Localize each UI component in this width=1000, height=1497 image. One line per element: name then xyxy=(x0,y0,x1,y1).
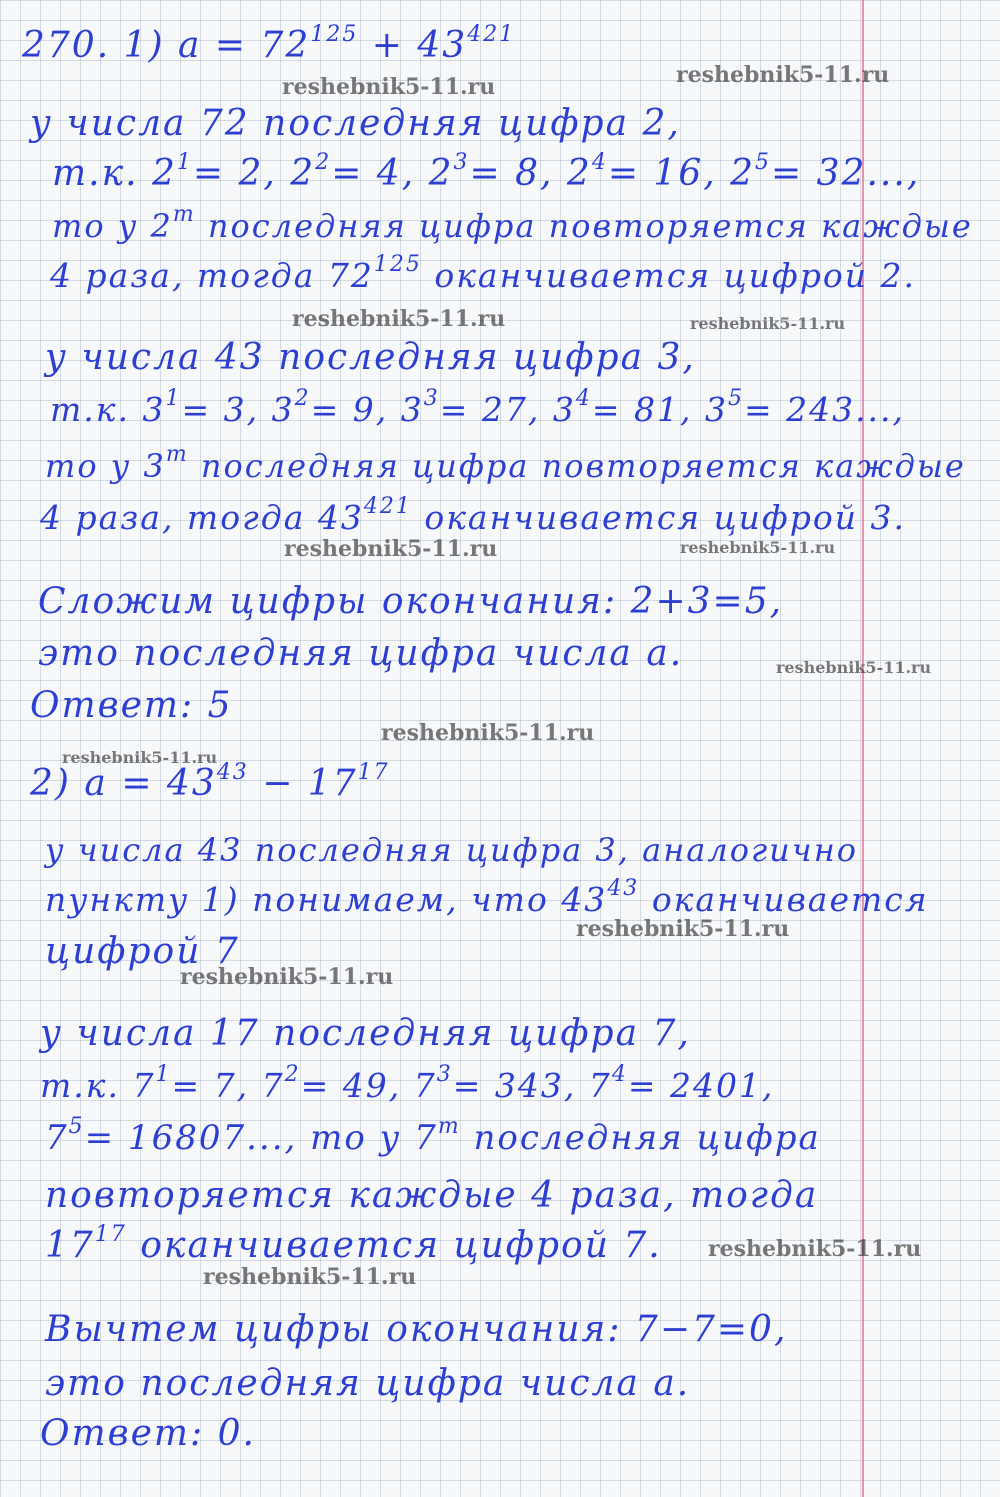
text: Вычтем цифры окончания: 7−7=0, xyxy=(45,1309,788,1350)
text: = 81, 3 xyxy=(591,390,728,429)
text: 17 xyxy=(45,1225,95,1266)
exponent: 1 xyxy=(165,386,182,411)
p1-line-10 xyxy=(38,634,683,674)
text: = 27, 3 xyxy=(439,390,576,429)
p2-line-10 xyxy=(45,1364,690,1404)
watermark: reshebnik5-11.ru xyxy=(680,538,836,557)
text: 7 xyxy=(45,1118,69,1158)
problem-1-formula xyxy=(22,22,516,66)
problem-number: 270. 1) xyxy=(22,25,165,66)
exponent: 2 xyxy=(284,1062,301,1087)
p1-line-3 xyxy=(52,202,973,246)
exponent: m xyxy=(172,202,196,227)
exponent: 421 xyxy=(363,494,412,519)
p2-line-5 xyxy=(40,1062,775,1106)
p1-line-1 xyxy=(30,104,681,144)
p2-line-7 xyxy=(45,1176,818,1216)
answer-text: Ответ: 0. xyxy=(40,1413,256,1454)
text: у числа 17 последняя цифра 7, xyxy=(40,1013,691,1054)
text: это последняя цифра числа a. xyxy=(38,633,684,674)
text: последняя цифра повторяется каждые xyxy=(207,207,973,245)
exponent: 421 xyxy=(467,22,516,47)
text: = 9, 3 xyxy=(310,390,424,429)
watermark: reshebnik5-11.ru xyxy=(203,1264,417,1290)
p1-line-7 xyxy=(45,442,966,486)
p1-line-6 xyxy=(50,386,906,430)
exponent: 4 xyxy=(591,150,608,175)
text: у числа 72 последняя цифра 2, xyxy=(30,103,681,144)
text: т.к. 2 xyxy=(52,153,177,194)
exponent: 17 xyxy=(94,1222,127,1247)
problem-2-formula xyxy=(30,760,390,804)
exponent: 1 xyxy=(155,1062,172,1087)
formula-part: a = 43 xyxy=(84,763,217,804)
exponent: 1 xyxy=(176,150,193,175)
p1-line-8 xyxy=(40,494,906,538)
text: = 32..., xyxy=(771,153,921,194)
watermark: reshebnik5-11.ru xyxy=(180,964,394,990)
text: Сложим цифры окончания: 2+3=5, xyxy=(38,581,784,622)
text: т.к. 3 xyxy=(50,390,166,429)
p2-line-4 xyxy=(40,1014,691,1054)
text: у числа 43 последняя цифра 3, xyxy=(45,337,696,378)
text: = 2401, xyxy=(627,1066,775,1105)
p2-answer xyxy=(40,1414,256,1454)
text: это последняя цифра числа a. xyxy=(45,1363,691,1404)
text: оканчивается цифрой 3. xyxy=(424,498,906,537)
exponent: 125 xyxy=(310,22,359,47)
text: = 4, 2 xyxy=(331,153,454,194)
exponent: 125 xyxy=(373,252,422,277)
watermark: reshebnik5-11.ru xyxy=(381,720,595,746)
exponent: 4 xyxy=(575,386,592,411)
p1-line-9 xyxy=(38,582,783,622)
exponent: m xyxy=(437,1114,461,1139)
text: = 343, 7 xyxy=(452,1066,612,1105)
formula-part: − 17 xyxy=(262,763,358,804)
watermark: reshebnik5-11.ru xyxy=(62,748,218,767)
exponent: 3 xyxy=(436,1062,453,1087)
text: = 16807..., то у 7 xyxy=(84,1118,438,1158)
text: повторяется каждые 4 раза, тогда xyxy=(45,1175,819,1216)
formula-part: + 43 xyxy=(371,25,468,66)
text: оканчивается цифрой 7. xyxy=(140,1225,662,1266)
text: последняя цифра повторяется каждые xyxy=(200,447,966,485)
p2-line-9 xyxy=(45,1310,787,1350)
text: 4 раза, тогда 72 xyxy=(50,256,374,295)
text: цифрой 7 xyxy=(45,931,240,972)
text: = 49, 7 xyxy=(300,1066,437,1105)
exponent: 2 xyxy=(315,150,332,175)
watermark: reshebnik5-11.ru xyxy=(284,536,498,562)
p2-line-8 xyxy=(45,1222,662,1266)
exponent: 43 xyxy=(607,876,640,901)
watermark: reshebnik5-11.ru xyxy=(676,62,890,88)
p2-line-1 xyxy=(45,830,858,870)
text: то у 2 xyxy=(52,207,173,245)
exponent: 2 xyxy=(294,386,311,411)
text: то у 3 xyxy=(45,447,166,485)
exponent: 5 xyxy=(755,150,772,175)
p2-line-2 xyxy=(45,876,929,920)
answer-text: Ответ: 5 xyxy=(30,685,233,726)
watermark: reshebnik5-11.ru xyxy=(690,314,846,333)
exponent: m xyxy=(165,442,189,467)
watermark: reshebnik5-11.ru xyxy=(708,1236,922,1262)
p2-line-6 xyxy=(45,1114,821,1158)
text: т.к. 7 xyxy=(40,1066,156,1105)
exponent: 5 xyxy=(68,1114,85,1139)
watermark: reshebnik5-11.ru xyxy=(576,916,790,942)
exponent: 5 xyxy=(727,386,744,411)
text: 4 раза, тогда 43 xyxy=(40,498,364,537)
formula-part: a = 72 xyxy=(178,25,311,66)
watermark: reshebnik5-11.ru xyxy=(292,306,506,332)
exponent: 4 xyxy=(611,1062,628,1087)
text: = 8, 2 xyxy=(469,153,592,194)
watermark: reshebnik5-11.ru xyxy=(776,658,932,677)
p1-line-2 xyxy=(52,150,921,194)
text: у числа 43 последняя цифра 3, аналогично xyxy=(45,831,859,869)
text: = 3, 3 xyxy=(181,390,295,429)
text: последняя цифра xyxy=(473,1118,821,1158)
exponent: 3 xyxy=(453,150,470,175)
problem-number: 2) xyxy=(30,763,71,804)
text: = 2, 2 xyxy=(192,153,316,194)
text: оканчивается цифрой 2. xyxy=(434,256,916,295)
exponent: 43 xyxy=(216,760,249,785)
watermark: reshebnik5-11.ru xyxy=(282,74,496,100)
text: = 7, 7 xyxy=(171,1066,285,1105)
exponent: 3 xyxy=(423,386,440,411)
p1-line-4 xyxy=(50,252,916,296)
text: оканчивается xyxy=(651,880,929,919)
text: пункту 1) понимаем, что 43 xyxy=(45,880,608,919)
exponent: 17 xyxy=(357,760,390,785)
text: = 243..., xyxy=(743,390,906,429)
text: = 16, 2 xyxy=(607,153,756,194)
p1-answer xyxy=(30,686,233,726)
p1-line-5 xyxy=(45,338,696,378)
